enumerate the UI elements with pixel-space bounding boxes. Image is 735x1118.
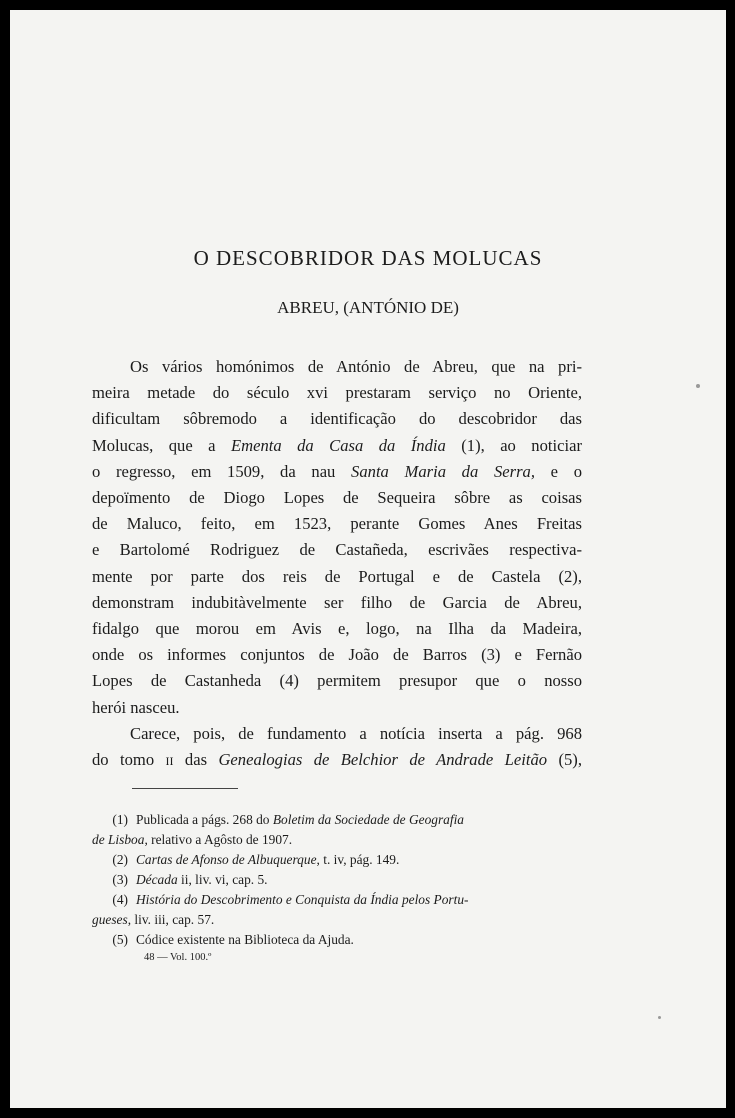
page-title: O DESCOBRIDOR DAS MOLUCAS	[193, 246, 543, 270]
footnote-number: (1)	[112, 812, 128, 827]
footnote-divider	[132, 788, 238, 789]
body-line: demonstram indubitàvelmente ser filho de Garcia de Abreu,	[92, 592, 582, 612]
body-line: Lopes de Castanheda (4) permitem presupor que o nosso	[92, 671, 582, 691]
text-run: (1), ao noticiar	[445, 435, 582, 455]
scanned-page	[10, 10, 726, 1108]
footnote-number: (3)	[112, 872, 128, 887]
body-line	[92, 459, 582, 485]
scan-speck	[696, 384, 700, 388]
footnote-number: (5)	[112, 932, 128, 947]
italic-run: Boletim da Sociedade de Geografia	[272, 812, 465, 827]
footnote-continuation	[92, 830, 582, 850]
footnote-continuation	[92, 910, 582, 930]
body-line: de Maluco, feito, em 1523, perante Gomes Anes Freitas	[92, 514, 582, 534]
printer-signature: 48 — Vol. 100.º	[144, 952, 212, 963]
footnotes	[92, 810, 582, 950]
italic-run: Cartas de Afonso de Albuquerque	[136, 852, 317, 867]
footnote	[92, 850, 582, 870]
text-run: Molucas, que a	[92, 435, 231, 455]
footnote-number: (4)	[112, 892, 128, 907]
text-run: ii	[165, 750, 174, 770]
italic-run: de Lisboa	[92, 832, 145, 847]
text-run: Códice existente na Biblioteca da Ajuda.	[136, 932, 354, 947]
italic-run: História do Descobrimento e Conquista da Índia pelos Portu-	[136, 892, 469, 907]
body-line: herói nasceu.	[92, 697, 180, 717]
body-line: meira metade do século xvi prestaram serviço no Oriente,	[92, 383, 582, 403]
body-line: onde os informes conjuntos de João de Barros (3) e Fernão	[92, 645, 582, 665]
text-run: e o	[534, 461, 583, 481]
italic-run: Ementa da Casa da Índia	[230, 435, 446, 455]
text-run: (5),	[547, 750, 582, 770]
body-line: e Bartolomé Rodriguez de Castañeda, escrivães respectiva-	[92, 540, 582, 560]
text-run: , relativo a Agôsto de 1907.	[144, 832, 293, 847]
italic-run: Santa Maria da Serra,	[351, 461, 535, 481]
body-line	[92, 433, 582, 459]
body-paragraphs	[92, 354, 582, 773]
italic-run: gueses	[92, 912, 128, 927]
body-line: mente por parte dos reis de Portugal e de Castela (2),	[92, 566, 582, 586]
text-run: das	[173, 750, 219, 770]
body-line	[92, 747, 582, 773]
footnote-number: (2)	[112, 852, 128, 867]
text-run: do tomo	[92, 750, 166, 770]
footnote	[92, 930, 582, 950]
text-run: , t. iv, pág. 149.	[316, 852, 400, 867]
text-run: Publicada a págs. 268 do	[136, 812, 273, 827]
page-subtitle: ABREU, (ANTÓNIO DE)	[277, 298, 459, 317]
text-run: , liv. iii, cap. 57.	[127, 912, 215, 927]
footnote	[92, 890, 582, 910]
footnote	[92, 810, 582, 830]
body-line: Carece, pois, de fundamento a notícia inserta a pág. 968	[130, 723, 582, 743]
body-line: dificultam sôbremodo a identificação do descobridor das	[92, 409, 582, 429]
text-run: ii, liv. vi, cap. 5.	[177, 872, 268, 887]
italic-run: Genealogias de Belchior de Andrade Leitão	[218, 750, 548, 770]
text-run: o regresso, em 1509, da nau	[92, 461, 352, 481]
scan-speck	[658, 1016, 661, 1019]
body-line: fidalgo que morou em Avis e, logo, na Ilha da Madeira,	[92, 619, 582, 639]
footnote	[92, 870, 582, 890]
body-line: Os vários homónimos de António de Abreu, que na pri-	[130, 357, 582, 376]
italic-run: Década	[136, 872, 178, 887]
body-line: depoïmento de Diogo Lopes de Sequeira sôbre as coisas	[92, 488, 582, 508]
